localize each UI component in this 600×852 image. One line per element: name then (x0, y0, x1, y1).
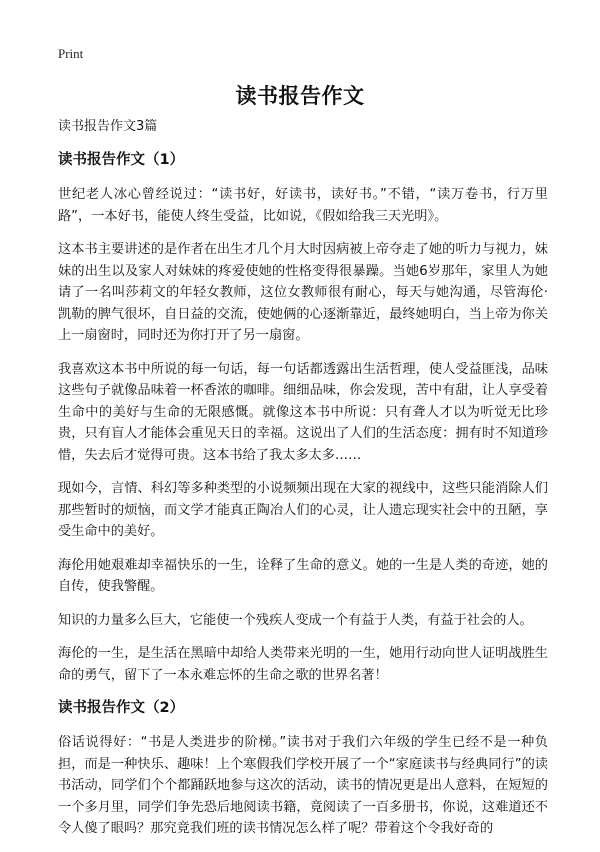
paragraph: 知识的力量多么巨大，它能使一个残疾人变成一个有益于人类，有益于社会的人。 (58, 612, 533, 628)
print-link[interactable]: Print (58, 46, 84, 61)
section-heading: 读书报告作文（2） (58, 700, 185, 716)
paragraph: 海伦用她艰难却幸福快乐的一生，诠释了生命的意义。她的一生是人类的奇迹，她的自传，使我警醒。 (58, 557, 548, 594)
section-heading: 读书报告作文（1） (58, 152, 185, 168)
paragraph: 这本书主要讲述的是作者在出生才几个月大时因病被上帝夺走了她的听力与视力，妹妹的出生以及家人对妹妹的疼爱使她的性格变得很暴躁。当她6岁那年，家里人为她请了一名叫莎莉文的年轻女教师，这位女教师很有耐心，每天与她沟通，尽管海伦·凯勒的脾气很坏，自日益的交流，使她俩的心逐渐靠近，最终她明白，当上帝为你关上一扇窗时，同时还为你打开了另一扇窗。 (58, 242, 548, 343)
section-1 (58, 150, 548, 686)
paragraph: 海伦的一生，是生活在黑暗中却给人类带来光明的一生，她用行动向世人证明战胜生命的勇气，留下了一本永难忘怀的生命之歌的世界名著！ (58, 646, 548, 683)
paragraph: 我喜欢这本书中所说的每一句话，每一句话都透露出生活哲理，使人受益匪浅，品味这些句子就像品味着一杯香浓的咖啡。细细品味，你会发现，苦中有甜，让人享受着生命中的美好与生命的无限感慨。就像这本书中所说：只有聋人才以为听觉无比珍贵，只有盲人才能体会重见天日的幸福。这说出了人们的生活态度：拥有时不知道珍惜，失去后才觉得可贵。这本书给了我太多太多…… (58, 361, 548, 463)
paragraph: 现如今，言情、科幻等多种类型的小说频频出现在大家的视线中，这些只能消除人们那些暂时的烦恼，而文学才能真正陶冶人们的心灵，让人遗忘现实社会中的丑陋，享受生命中的美好。 (58, 481, 548, 539)
section-2 (58, 698, 548, 840)
paragraph: 世纪老人冰心曾经说过：“读书好，好读书，读好书。”不错，“读万卷书，行万里路”，一本好书，能使人终生受益，比如说，《假如给我三天光明》。 (58, 187, 548, 224)
document-body (58, 118, 548, 852)
paragraph: 俗话说得好：“书是人类进步的阶梯。”读书对于我们六年级的学生已经不是一种负担，而是一种快乐、趣味！上个寒假我们学校开展了一个“家庭读书与经典同行”的读书活动，同学们个个都踊跃地参与这次的活动，读书的情况更是出人意料，在短短的一个多月里，同学们争先恐后地阅读书籍，竟阅读了一百多册书，你说，这难道还不令人傻了眼吗？那究竟我们班的读书情况怎么样了呢？带着这个令我好奇的 (58, 735, 548, 836)
document-subtitle: 读书报告作文3篇 (58, 119, 158, 134)
page-title: 读书报告作文 (235, 84, 365, 108)
